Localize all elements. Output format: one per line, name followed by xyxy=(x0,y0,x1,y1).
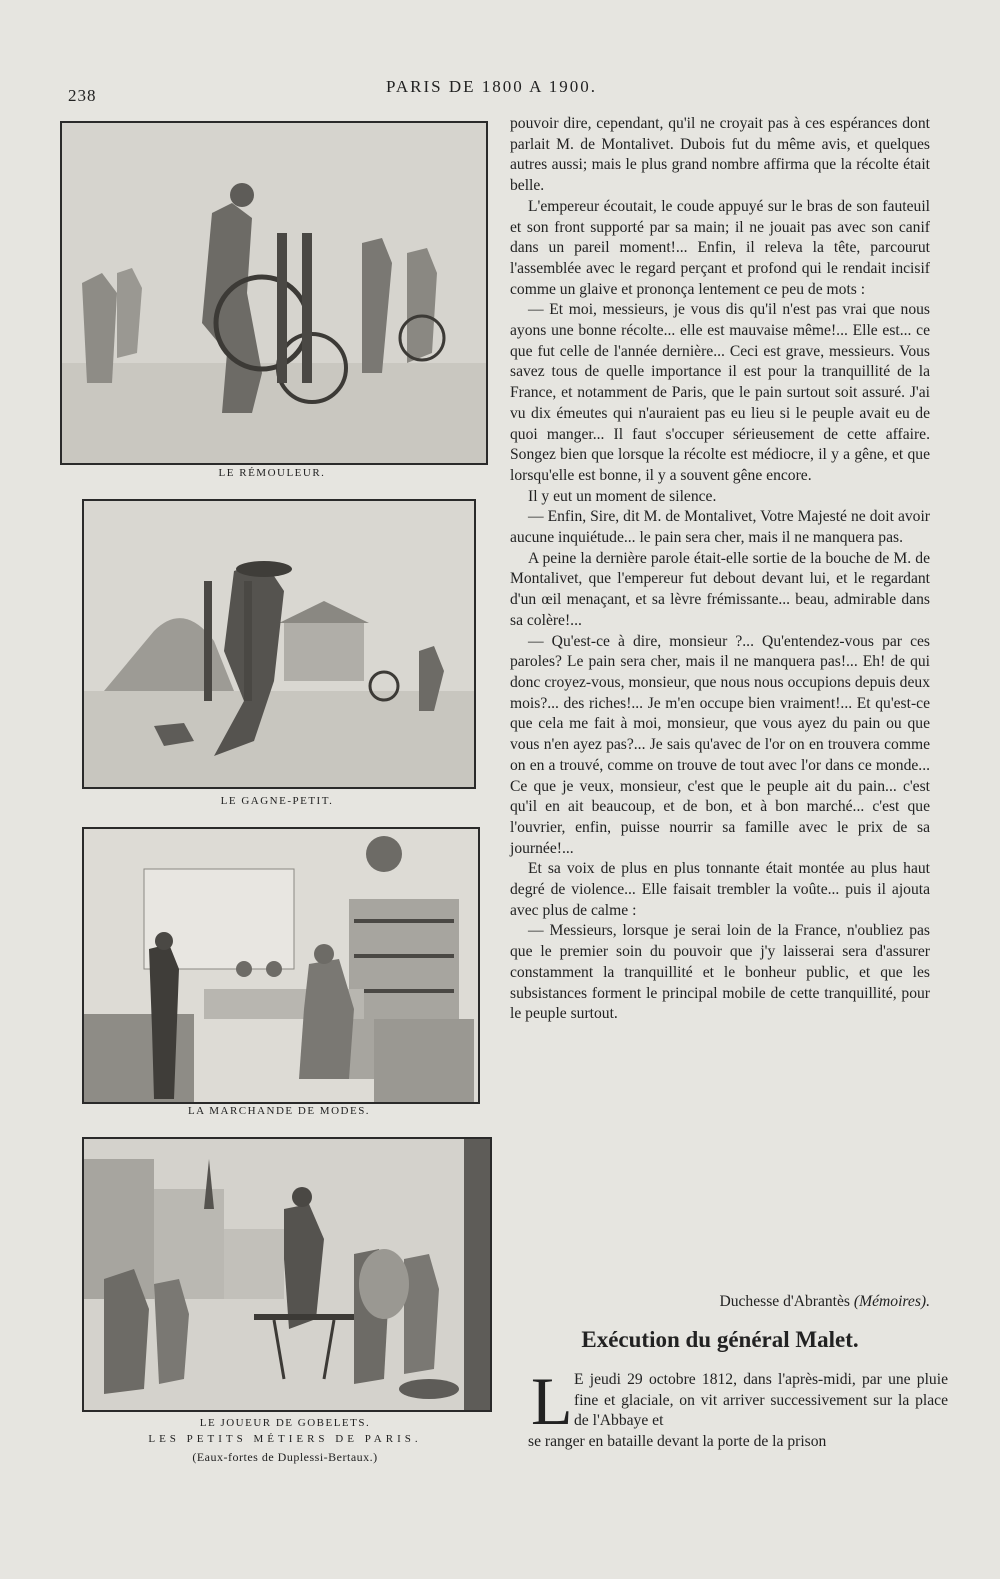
caption-marchande-de-modes: LA MARCHANDE DE MODES. xyxy=(187,1105,371,1117)
body-text-column xyxy=(510,114,930,1025)
paragraph-5: — Enfin, Sire, dit M. de Montalivet, Votre Majesté ne doit avoir aucune inquiétude... le pain sera cher, mais il ne manquera pas. xyxy=(510,508,930,547)
page-number: 238 xyxy=(68,86,97,105)
paragraph-6: A peine la dernière parole était-elle sortie de la bouche de M. de Montalivet, que l'empereur fut debout devant lui, et le regardant d'un œil menaçant, et sa lèvre frémissante... beau, admirable dans sa colère!... xyxy=(510,549,930,629)
engraving-remouleur xyxy=(60,121,488,465)
paragraph-3: — Et moi, messieurs, je vous dis qu'il n'est pas vrai que nous ayons une bonne récolte... elle est mauvaise même!... Elle est... ce que fut celle de l'année dernière... Ceci est grave, messieurs. Vous savez tous de quelle importance il est pour la tranquillité de la France, et notamment de Paris, que le pain surtout soit assuré. J'ai vu dix émeutes qui n'auraient pas eu lieu si le peuple avait eu de quoi manger... Il faut s'occuper sérieusement de cette affaire. Songez bien que lorsque la récolte est médiocre, il y a gêne, et que lorsqu'elle est bonne, il y a souvent gêne encore. xyxy=(510,301,930,484)
paragraph-4: Il y eut un moment de silence. xyxy=(528,487,717,505)
caption-credit: (Eaux-fortes de Duplessi-Bertaux.) xyxy=(192,1450,378,1464)
signature-source: (Mémoires). xyxy=(853,1293,930,1310)
section-body-1: E jeudi 29 octobre 1812, dans l'après-midi, par une pluie fine et glaciale, on vit arriver successivement sur la place de l'Abbaye et xyxy=(574,1371,948,1430)
section-body-2: se ranger en bataille devant la porte de la prison xyxy=(528,1433,827,1450)
signature-name: Duchesse d'Abrantès xyxy=(719,1293,851,1310)
caption-series-title: LES PETITS MÉTIERS DE PARIS. xyxy=(148,1433,422,1445)
signature xyxy=(510,1293,930,1311)
paragraph-1: pouvoir dire, cependant, qu'il ne croyait pas à ces espérances dont parlait M. de Montalivet. Dubois fut du même avis, et quelques autres aussi; mais le plus grand nombre affirma que la récolte était belle. xyxy=(510,115,930,195)
caption-joueur-de-gobelets: LE JOUEUR DE GOBELETS. xyxy=(199,1417,371,1429)
section-heading: Exécution du général Malet. xyxy=(581,1327,859,1352)
engraving-gagne-petit xyxy=(82,499,476,789)
engraving-marchande-de-modes xyxy=(82,827,480,1104)
paragraph-9: — Messieurs, lorsque je serai loin de la France, n'oubliez pas que le premier soin du pouvoir que j'y laisserai sera d'assurer constamment la tranquillité et le bonheur public, et que les subsistances forment le principal mobile de cette tranquillité, pour le peuple surtout. xyxy=(510,922,930,1023)
caption-remouleur: LE RÉMOULEUR. xyxy=(218,467,326,479)
engraving-joueur-de-gobelets xyxy=(82,1137,492,1412)
paragraph-8: Et sa voix de plus en plus tonnante était montée au plus haut degré de violence... Elle faisait trembler la voûte... puis il ajouta avec plus de calme : xyxy=(510,860,930,919)
drop-cap: L xyxy=(531,1363,573,1439)
caption-gagne-petit: LE GAGNE-PETIT. xyxy=(220,795,334,807)
paragraph-7: — Qu'est-ce à dire, monsieur ?... Qu'entendez-vous par ces paroles? Le pain sera cher, mais il ne manquera pas!... Eh! de qui donc croyez-vous, monsieur, que nous nous occupions depuis deux mois?... des riches!... Je m'en occupe bien vraiment!... Et qu'est-ce que cela me fait à moi, monsieur, que vous ayez du pain ou que vous n'en ayez pas?... Je sais qu'avec de l'or on en trouvera comme on en a trouvé, comme on trouve de tout avec l'or dans ce monde... Ce que je veux, monsieur, c'est que le peuple ait du pain... c'est qu'il en ait beaucoup, et de bon, et à bon marché... c'est que l'ouvrier, enfin, puisse nourrir sa famille avec le prix de sa journée!... xyxy=(510,632,930,857)
running-title: PARIS DE 1800 A 1900. xyxy=(386,77,597,96)
paragraph-2: L'empereur écoutait, le coude appuyé sur le bras de son fauteuil et son front supporté par sa main; il ne jouait pas avec son canif dans un pareil moment!... Enfin, il releva la tête, parcourut l'assemblée avec le regard perçant et profond qui le rendait incisif comme un glaive et prononça lentement ce peu de mots : xyxy=(510,197,930,298)
